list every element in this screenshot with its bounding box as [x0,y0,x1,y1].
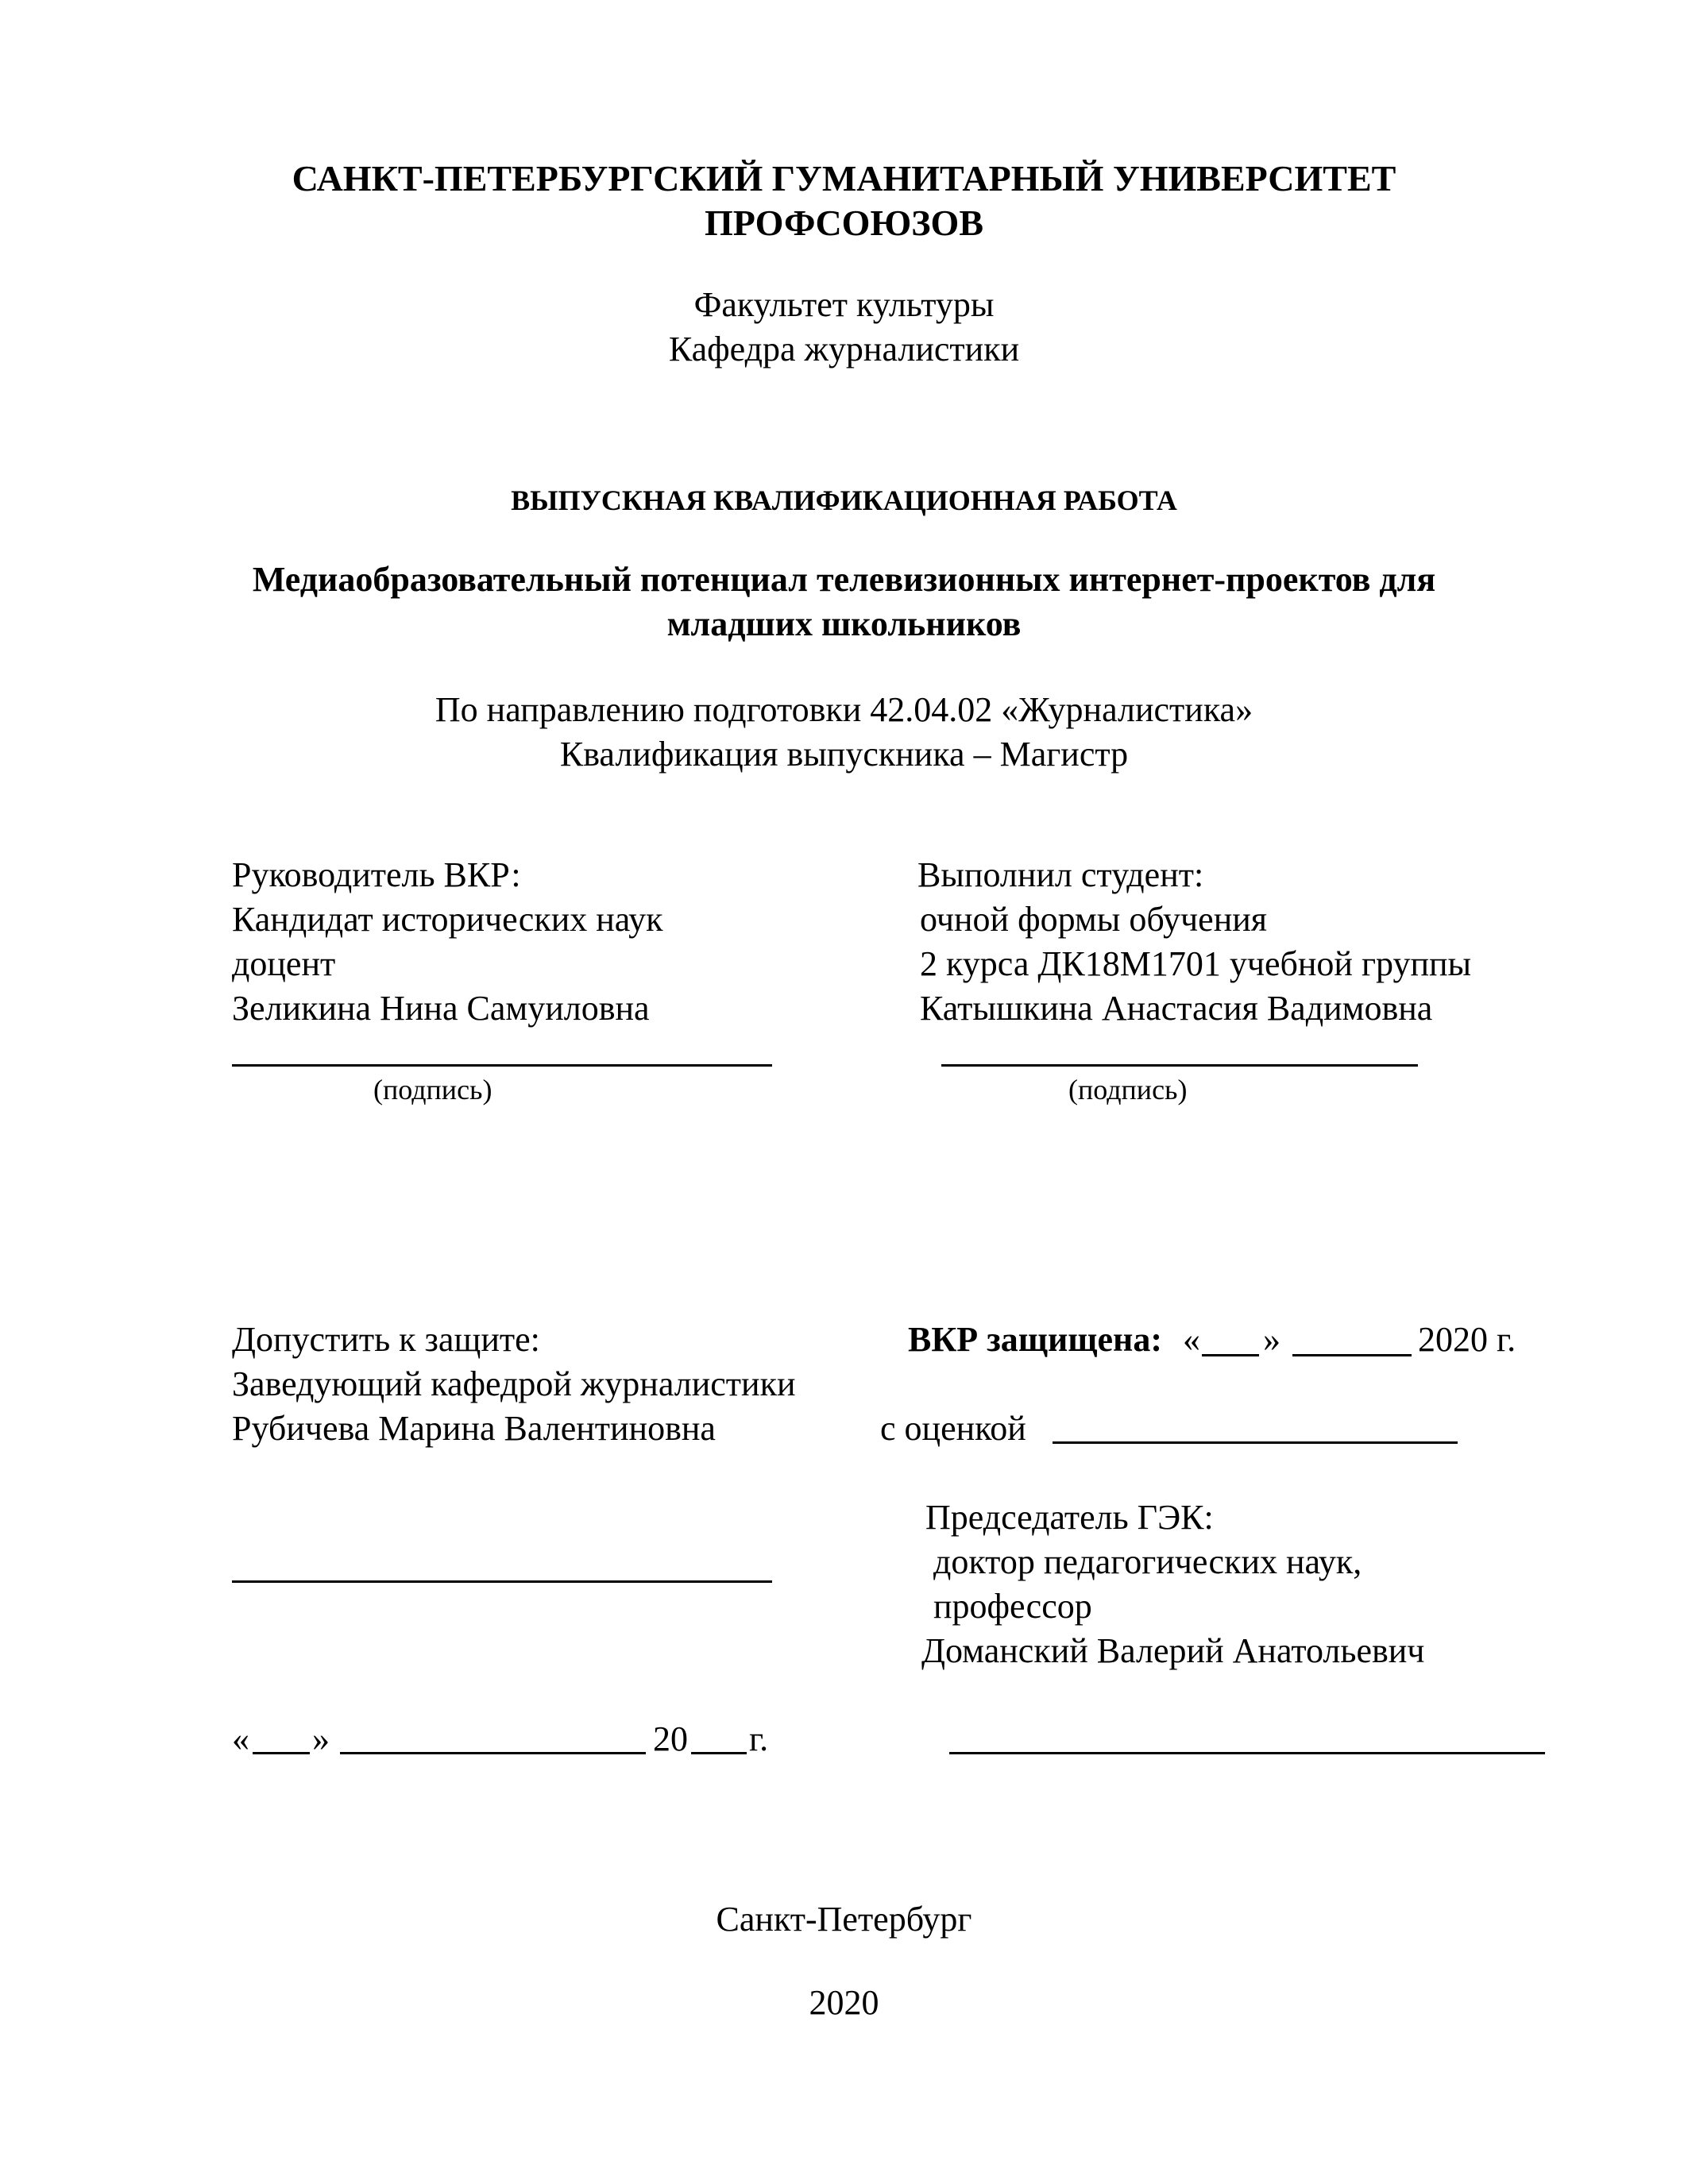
gek-chair-title: профессор [933,1587,1092,1626]
supervisor-degree: Кандидат исторических наук [232,900,663,939]
admission-date-day-blank[interactable] [253,1752,310,1754]
work-type: ВЫПУСКНАЯ КВАЛИФИКАЦИОННАЯ РАБОТА [511,484,1177,516]
defense-grade-label: с оценкой [880,1409,1026,1448]
defense-date-close-quote: » [1263,1320,1280,1359]
admission-head-name: Рубичева Марина Валентиновна [232,1409,716,1448]
student-signature-caption: (подпись) [1068,1074,1188,1106]
admission-label: Допустить к защите: [232,1320,540,1359]
defense-date-open-quote: « [1183,1320,1200,1359]
thesis-title-line1: Медиаобразовательный потенциал телевизионных интернет-проектов для [252,560,1436,599]
gek-chair-label: Председатель ГЭК: [925,1498,1214,1537]
supervisor-signature-line[interactable] [232,1064,772,1067]
admission-date-year-blank[interactable] [691,1752,747,1754]
admission-date-month-blank[interactable] [340,1752,646,1754]
defense-grade-blank[interactable] [1053,1441,1458,1444]
supervisor-label: Руководитель ВКР: [232,855,521,894]
admission-date-year-prefix: 20 [653,1719,688,1758]
defense-label: ВКР защищена: [908,1320,1162,1359]
admission-date-year-suffix: г. [749,1719,769,1758]
student-label: Выполнил студент: [917,855,1204,894]
admission-date-open-quote: « [232,1719,249,1758]
thesis-title-line2: младших школьников [666,604,1022,643]
supervisor-title: доцент [232,944,336,983]
admission-date-close-quote: » [312,1719,330,1758]
university-name-line1: САНКТ-ПЕТЕРБУРГСКИЙ ГУМАНИТАРНЫЙ УНИВЕРСИТЕТ [292,158,1396,199]
supervisor-signature-caption: (подпись) [373,1074,492,1106]
city: Санкт-Петербург [716,1900,972,1939]
gek-chair-degree: доктор педагогических наук, [933,1542,1362,1581]
department: Кафедра журналистики [668,330,1020,369]
student-form: очной формы обучения [920,900,1268,939]
student-group: 2 курса ДК18М1701 учебной группы [920,944,1472,983]
defense-year: 2020 г. [1418,1320,1516,1359]
qualification: Квалификация выпускника – Магистр [559,735,1129,774]
faculty: Факультет культуры [693,285,995,324]
student-name: Катышкина Анастасия Вадимовна [920,989,1433,1028]
gek-chair-signature-line[interactable] [949,1752,1545,1754]
gek-chair-name: Доманский Валерий Анатольевич [921,1631,1425,1670]
admission-position: Заведующий кафедрой журналистики [232,1364,796,1403]
year: 2020 [809,1983,879,2022]
defense-date-month-blank[interactable] [1292,1354,1412,1356]
university-name-line2: ПРОФСОЮЗОВ [705,203,983,243]
student-signature-line[interactable] [941,1064,1418,1067]
direction: По направлению подготовки 42.04.02 «Журналистика» [435,690,1253,729]
admission-signature-line[interactable] [232,1580,772,1583]
defense-date-day-blank[interactable] [1202,1354,1259,1356]
supervisor-name: Зеликина Нина Самуиловна [232,989,650,1028]
